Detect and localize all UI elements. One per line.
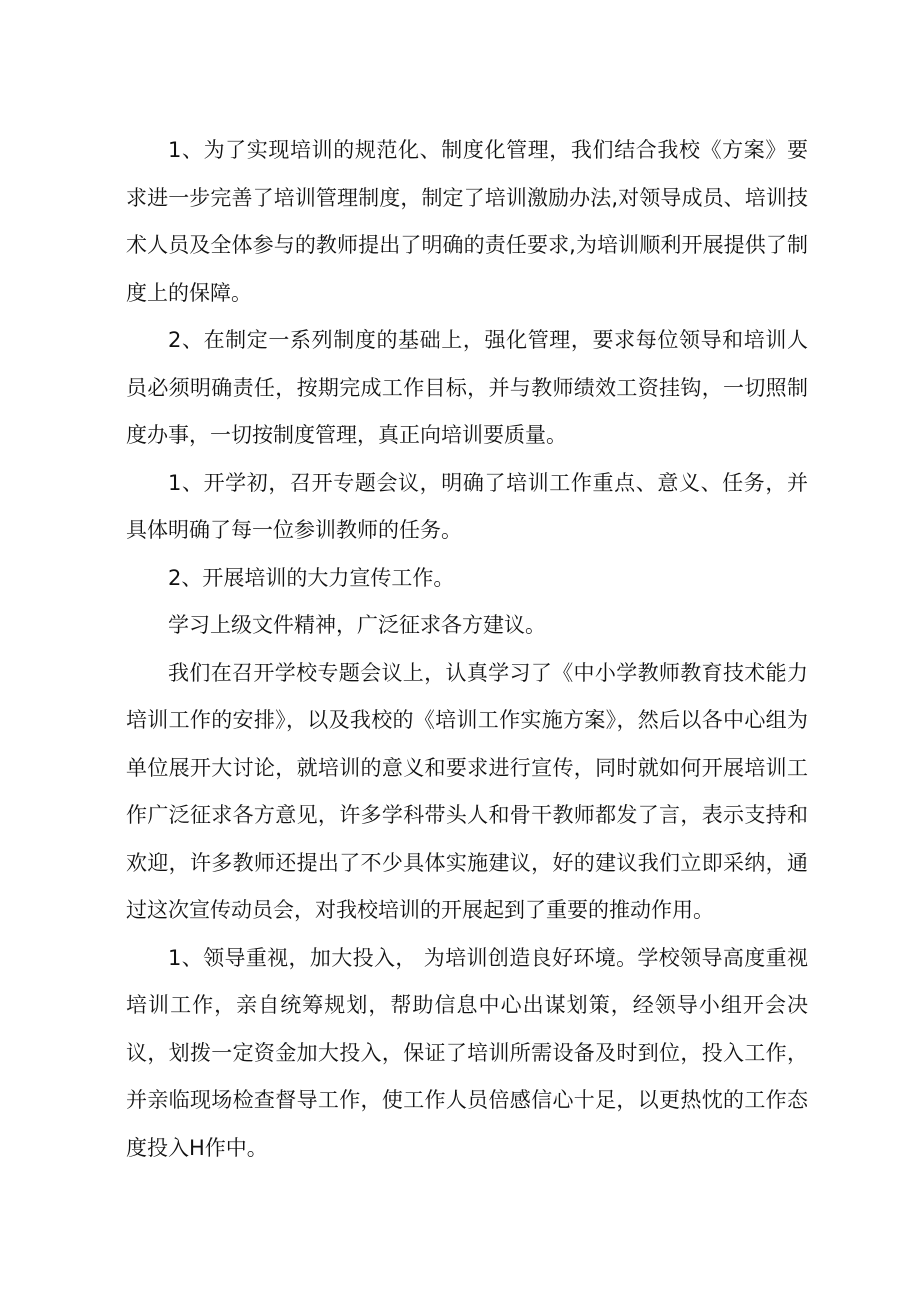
document-body bbox=[126, 127, 808, 1172]
paragraph-2: 2、在制定一系列制度的基础上，强化管理，要求每位领导和培训人员必须明确责任，按期完成工作目标，并与教师绩效工资挂钩，一切照制度办事，一切按制度管理，真正向培训要质量。 bbox=[126, 328, 808, 447]
paragraph-1: 1、为了实现培训的规范化、制度化管理，我们结合我校《方案》要求进一步完善了培训管理制度，制定了培训激励办法,对领导成员、培训技术人员及全体参与的教师提出了明确的责任要求,为培训顺利开展提供了制度上的保障。 bbox=[126, 138, 808, 305]
paragraph-3: 1、开学初，召开专题会议，明确了培训工作重点、意义、任务，并具体明确了每一位参训教师的任务。 bbox=[126, 470, 808, 542]
paragraph-4: 2、开展培训的大力宣传工作。 bbox=[168, 565, 455, 590]
paragraph-5: 学习上级文件精神，广泛征求各方建议。 bbox=[168, 613, 546, 637]
paragraph-6: 我们在召开学校专题会议上，认真学习了《中小学教师教育技术能力培训工作的安排》，以及我校的《培训工作实施方案》，然后以各中心组为单位展开大讨论，就培训的意义和要求进行宣传，同时就如何开展培训工作广泛征求各方意见，许多学科带头人和骨干教师都发了言，表示支持和欢迎，许多教师还提出了不少具体实施建议，好的建议我们立即采纳，通过这次宣传动员会，对我校培训的开展起到了重要的推动作用。 bbox=[126, 660, 808, 922]
paragraph-7: 1、领导重视，加大投入， 为培训创造良好环境。学校领导高度重视培训工作，亲自统筹规划，帮助信息中心出谋划策，经领导小组开会决议，划拨一定资金加大投入，保证了培训所需设备及时到位，投入工作，并亲临现场检查督导工作，使工作人员倍感信心十足，以更热忱的工作态度投入H作中。 bbox=[126, 945, 808, 1160]
